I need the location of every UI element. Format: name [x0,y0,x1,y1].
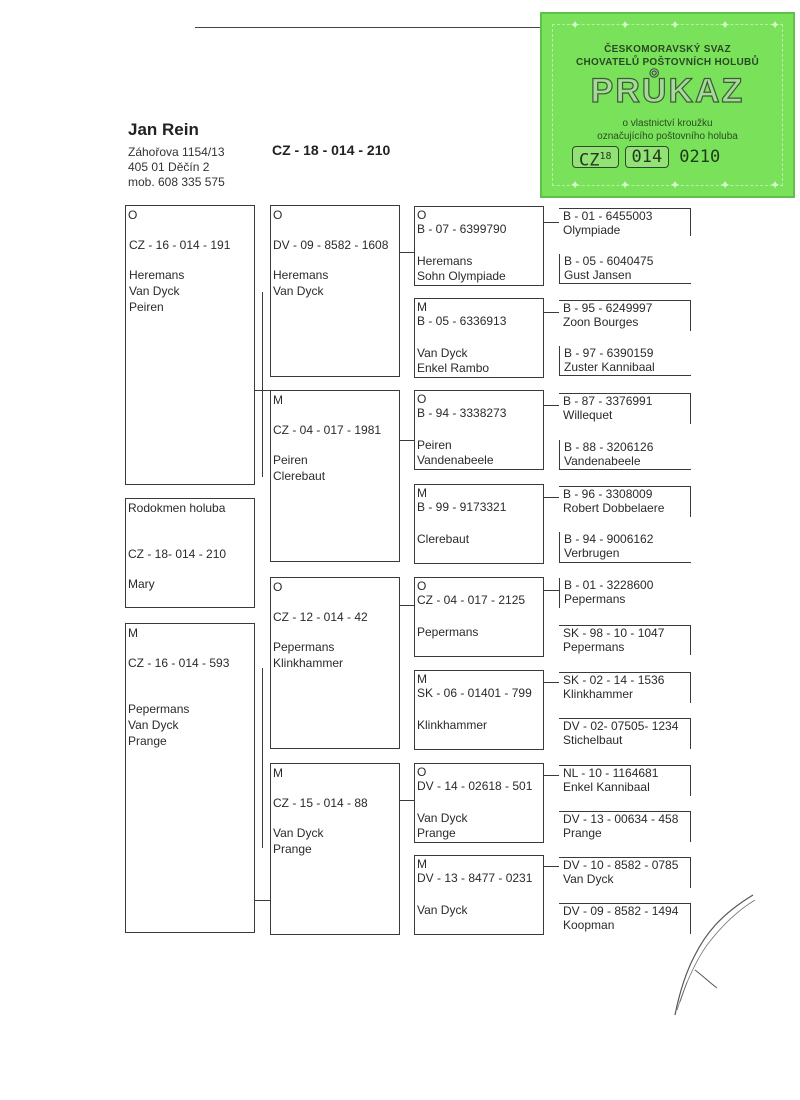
connector [544,682,559,683]
ancestor-box [559,532,691,563]
ancestor-name: Klinkhammer [563,687,634,701]
ancestor-ring: DV - 02- 07505- 1234 [563,719,679,733]
ornament-icon: ✦ [720,18,731,32]
grandparent-box [270,577,400,749]
ggp-line2: Vandenabeele [417,453,494,467]
handwritten-signature [665,890,765,1020]
stamp-subtitle1: o vlastnictví kroužku [622,118,713,129]
ornament-icon: ✦ [570,18,581,32]
grandparent-line2: Prange [273,842,312,856]
ancestor-name: Robert Dobbelaere [563,501,665,515]
ancestor-name: Willequet [563,408,613,422]
grandparent-line2: Van Dyck [273,284,324,298]
dam-ring: CZ - 16 - 014 - 593 [128,656,230,670]
pedigree-title: Rodokmen holuba [128,501,226,515]
grandparent-sex: M [273,766,283,780]
ancestor-box [559,440,691,470]
stamp-ring-year: 18 [599,151,612,162]
ggp-ring: SK - 06 - 01401 - 799 [417,686,532,700]
ancestor-box [559,718,691,749]
sire-line1: Heremans [129,268,185,282]
owner-name: Jan Rein [128,120,199,139]
ggp-line1: Van Dyck [417,346,468,360]
ancestor-name: Koopman [563,918,615,932]
ancestor-box [559,672,691,703]
ancestor-name: Enkel Kannibaal [563,780,650,794]
ggp-sex: M [417,300,427,314]
ancestor-name: Pepermans [563,640,625,654]
ornament-icon: ✦ [670,18,681,32]
ancestor-ring: DV - 13 - 00634 - 458 [563,812,679,826]
connector [544,405,559,406]
stamp-title: PRŮKAZ [590,72,745,110]
connector [262,668,263,848]
ancestor-box [559,208,691,236]
ancestor-box [559,254,691,284]
ggp-sex: M [417,672,427,686]
ancestor-ring: DV - 09 - 8582 - 1494 [563,904,679,918]
sire-sex: O [128,208,138,222]
ggp-sex: M [417,486,427,500]
subject-box [125,498,255,608]
ancestor-box [559,486,691,517]
great-grandparent-box [414,855,544,935]
stamp-ring-club: 014 [625,146,670,168]
ggp-line1: Clerebaut [417,532,470,546]
grandparent-box [270,205,400,377]
ancestor-box [559,625,691,655]
connector [544,775,559,776]
grandparent-ring: CZ - 15 - 014 - 88 [273,796,368,810]
ancestor-name: Prange [563,826,602,840]
ggp-ring: DV - 13 - 8477 - 0231 [417,871,533,885]
stamp-ring-prefix: CZ [579,150,600,171]
great-grandparent-box [414,206,544,286]
ancestor-box [559,300,691,331]
ancestor-name: Zuster Kannibaal [564,360,655,374]
main-ring-number: CZ - 18 - 014 - 210 [272,142,391,158]
dam-box [125,623,255,933]
stamp-org-line1: ČESKOMORAVSKÝ SVAZ [604,44,731,55]
owner-city: 405 01 Děčín 2 [128,160,210,174]
ggp-ring: B - 94 - 3338273 [417,406,507,420]
grandparent-sex: M [273,393,283,407]
ancestor-name: Van Dyck [563,872,614,886]
ancestor-ring: B - 96 - 3308009 [563,487,653,501]
ancestor-name: Gust Jansen [564,268,632,282]
grandparent-line1: Peiren [273,453,308,467]
ggp-line2: Sohn Olympiade [417,269,506,283]
ancestor-ring: NL - 10 - 1164681 [563,766,659,780]
sire-line3: Peiren [129,300,164,314]
subject-name: Mary [128,577,155,591]
stamp-org-line2: CHOVATELŮ POŠTOVNÍCH HOLUBŮ [575,57,760,68]
grandparent-ring: CZ - 04 - 017 - 1981 [273,423,382,437]
great-grandparent-box [414,390,544,470]
owner-phone: mob. 608 335 575 [128,175,225,189]
ggp-line2: Enkel Rambo [417,361,490,375]
ancestor-name: Olympiade [563,223,621,237]
connector [400,440,414,441]
ancestor-ring: B - 01 - 3228600 [564,578,654,592]
connector [400,605,414,606]
grandparent-line2: Klinkhammer [273,656,344,670]
ancestor-box [559,765,691,796]
connector [262,292,263,477]
ancestor-name: Pepermans [564,592,626,606]
ggp-ring: B - 99 - 9173321 [417,500,507,514]
grandparent-line1: Van Dyck [273,826,324,840]
connector [544,497,559,498]
grandparent-ring: DV - 09 - 8582 - 1608 [273,238,389,252]
connector [544,312,559,313]
connector [544,590,559,591]
connector [255,900,270,901]
grandparent-box [270,390,400,562]
ancestor-name: Verbrugen [564,546,620,560]
ancestor-box [559,393,691,424]
sire-box [125,205,255,485]
ggp-sex: O [417,392,427,406]
subject-ring: CZ - 18- 014 - 210 [128,547,227,561]
ggp-line2: Prange [417,826,456,840]
ggp-ring: CZ - 04 - 017 - 2125 [417,593,526,607]
grandparent-line1: Pepermans [273,640,335,654]
ggp-sex: O [417,765,427,779]
ornament-icon: ✦ [620,178,631,192]
ggp-sex: O [417,579,427,593]
dam-line3: Prange [128,734,167,748]
ggp-line1: Heremans [417,254,473,268]
header-rule [195,27,540,28]
stamp-subtitle2: označujícího poštovního holuba [597,131,738,142]
ggp-line1: Pepermans [417,625,479,639]
dam-line2: Van Dyck [128,718,179,732]
ggp-line1: Klinkhammer [417,718,488,732]
dam-line1: Pepermans [128,702,190,716]
ancestor-ring: B - 01 - 6455003 [563,209,653,223]
ancestor-ring: SK - 02 - 14 - 1536 [563,673,665,687]
ancestor-ring: SK - 98 - 10 - 1047 [563,626,665,640]
ggp-ring: B - 05 - 6336913 [417,314,507,328]
sire-line2: Van Dyck [129,284,180,298]
ancestor-box [559,346,691,376]
ggp-sex: O [417,208,427,222]
dam-sex: M [128,626,138,640]
great-grandparent-box [414,670,544,750]
ornament-icon: ✦ [570,178,581,192]
sire-ring: CZ - 16 - 014 - 191 [129,238,231,252]
connector [400,252,414,253]
grandparent-sex: O [273,208,283,222]
great-grandparent-box [414,763,544,843]
ancestor-ring: B - 95 - 6249997 [563,301,653,315]
ggp-line1: Van Dyck [417,811,468,825]
ancestor-box [559,857,691,888]
grandparent-ring: CZ - 12 - 014 - 42 [273,610,368,624]
ring-ownership-stamp [540,12,795,198]
ancestor-box [559,811,691,842]
ancestor-name: Vandenabeele [564,454,641,468]
stamp-ring-number [572,146,721,171]
ancestor-box [559,578,691,608]
ggp-line1: Van Dyck [417,903,468,917]
ancestor-ring: B - 05 - 6040475 [564,254,654,268]
ancestor-ring: B - 97 - 6390159 [564,346,654,360]
stamp-ring-serial: 0210 [679,147,721,167]
ggp-ring: B - 07 - 6399790 [417,222,507,236]
grandparent-line2: Clerebaut [273,469,326,483]
ggp-ring: DV - 14 - 02618 - 501 [417,779,533,793]
ancestor-name: Zoon Bourges [563,315,639,329]
ancestor-ring: B - 88 - 3206126 [564,440,654,454]
grandparent-sex: O [273,580,283,594]
grandparent-line1: Heremans [273,268,329,282]
stamp-ring-country [572,146,619,171]
great-grandparent-box [414,298,544,378]
ggp-line1: Peiren [417,438,452,452]
ornament-icon: ✦ [670,178,681,192]
connector [544,866,559,867]
ornament-icon: ✦ [770,18,781,32]
grandparent-box [270,763,400,935]
ggp-sex: M [417,857,427,871]
great-grandparent-box [414,484,544,564]
connector [400,800,414,801]
ornament-icon: ✦ [620,18,631,32]
ancestor-ring: B - 94 - 9006162 [564,532,654,546]
ancestor-ring: B - 87 - 3376991 [563,394,653,408]
ancestor-name: Stichelbaut [563,733,623,747]
connector [544,222,559,223]
ornament-icon: ✦ [770,178,781,192]
great-grandparent-box [414,577,544,657]
owner-street: Záhořova 1154/13 [128,145,225,159]
ornament-icon: ✦ [720,178,731,192]
ancestor-ring: DV - 10 - 8582 - 0785 [563,858,679,872]
